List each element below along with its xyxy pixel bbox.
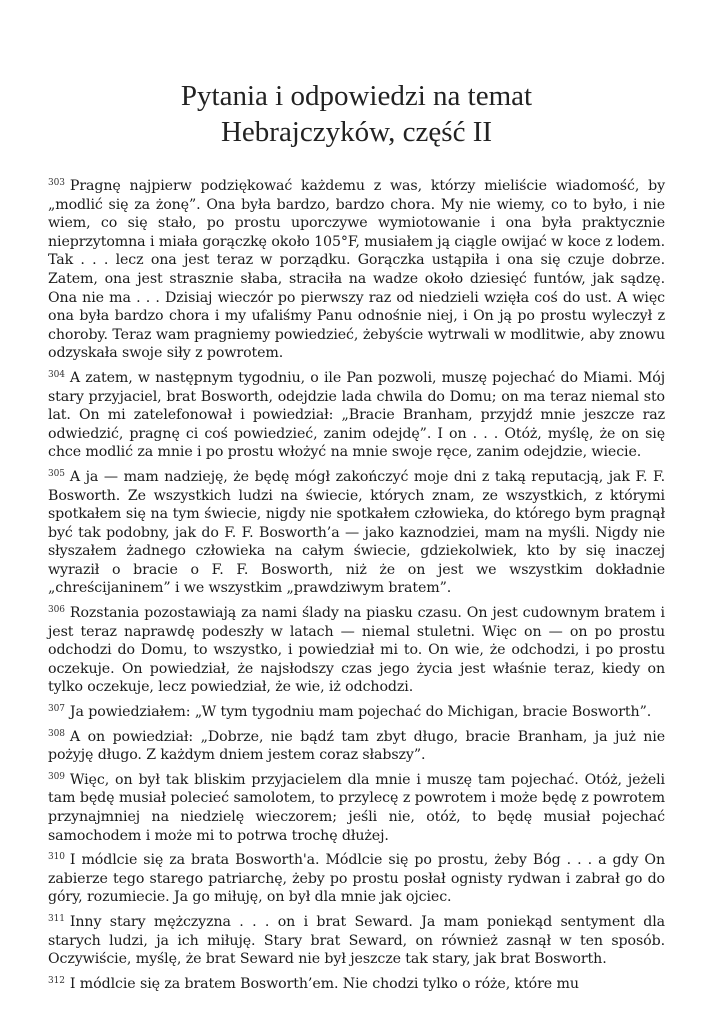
paragraph-number: 306 [48,605,65,616]
paragraph-text: Pragnę najpierw podziękować każdemu z was, którzy mieliście wiadomość, by „modlić się za żonę”. Ona była bardzo, bardzo chora. My nie wiemy, co to było, i nie wiem, co się stało, po prostu uporczywe wymiotowanie i ona była praktycznie nieprzytomna i miała gorączkę około 105°F, musiałem ją ciągle owijać w koce z lodem. Tak . . . lecz ona jest teraz w porządku. Gorączka ustąpiła i ona się czuje dobrze. Zatem, ona jest strasznie słaba, straciła na wadze około dziesięć funtów, jak sądzę. Ona nie ma . . . Dzisiaj wieczór po pierwszy raz od niedzieli wzięła coś do ust. A więc ona była bardzo chora i my ufaliśmy Panu odnośnie niej, i On ją po prostu wyleczył z choroby. Teraz wam pragniemy powiedzieć, żebyście wytrwali w modlitwie, aby znowu odzyskała swoje siły z powrotem. [48,178,665,362]
paragraph-number: 308 [48,728,65,739]
document-page [48,72,665,996]
paragraph-text: I módlcie się za brata Bosworth'a. Módlcie się po prostu, żeby Bóg . . . a gdy On zabierze tego starego patriarchę, żeby po prostu posłał ognisty rydwan i zabrał go do góry, rozumiecie. Ja go miłuję, on był dla mnie jak ojciec. [48,852,665,906]
title-line-1: Pytania i odpowiedzi na temat [180,80,533,112]
paragraph-304 [48,366,665,462]
paragraph-312 [48,972,665,994]
paragraph-306 [48,601,665,697]
paragraph-text: Więc, on był tak bliskim przyjacielem dla mnie i muszę tam pojechać. Otóż, jeżeli tam będę musiał polecieć samolotem, to przylecę z powrotem i może będę z powrotem przynajmniej na niedzielę wieczorem; jeśli nie, otóż, to będę musiał pojechać samochodem i może mi to potrwa trochę dłużej. [48,771,665,844]
paragraph-305 [48,465,665,598]
paragraph-text: A zatem, w następnym tygodniu, o ile Pan pozwoli, muszę pojechać do Miami. Mój stary przyjaciel, brat Bosworth, odejdzie lada chwila do Domu; on ma teraz niemal sto lat. On mi zatelefonował i powiedział: „Bracie Branham, przyjdź mnie jeszcze raz odwiedzić, pragnę ci coś powiedzieć, zanim odejdę”. I on . . . Otóż, myślę, że on się chce modlić za mnie i po prostu włożyć na mnie swoje ręce, zanim odejdzie, wiecie. [48,369,665,461]
paragraph-number: 312 [48,975,65,986]
paragraph-number: 305 [48,468,65,479]
paragraph-303 [48,174,665,363]
paragraph-309 [48,768,665,845]
paragraph-311 [48,910,665,969]
paragraph-number: 310 [48,852,65,863]
paragraph-text: A on powiedział: „Dobrze, nie bądź tam zbyt długo, bracie Branham, ja już nie pożyję długo. Z każdym dniem jestem coraz słabszy”. [48,728,665,764]
paragraph-text: Inny stary mężczyzna . . . on i brat Seward. Ja mam poniekąd sentyment dla starych ludzi, ja ich miłuję. Stary brat Seward, on również zasnął w ten sposób. Oczywiście, myślę, że brat Seward nie był jeszcze tak stary, jak brat Bosworth. [48,913,665,968]
paragraph-310 [48,848,665,907]
paragraph-number: 304 [48,369,65,380]
title-line-2: Hebrajczyków, część II [220,116,493,148]
paragraph-number: 311 [48,913,65,924]
paragraph-number: 309 [48,771,65,782]
paragraph-number: 307 [48,704,65,715]
paragraph-text: A ja — mam nadzieję, że będę mógł zakończyć moje dni z taką reputacją, jak F. F. Bosworth. Ze wszystkich ludzi na świecie, których znam, ze wszystkich, z którymi spotkałem się na tym świecie, nigdy nie spotkałem człowieka, do którego bym pragnął być tak podobny, jak do F. F. Bosworth’a — jako kaznodziei, mam na myśli. Nigdy nie słyszałem żadnego człowieka na całym świecie, gdziekolwiek, kto by się inaczej wyraził o bracie o F. F. Bosworth, niż że on jest we wszystkim dokładnie „chreścijaninem” i we wszystkim „prawdziwym bratem”. [48,468,665,597]
paragraph-text: I módlcie się za bratem Bosworth’em. Nie chodzi tylko o róże, które mu [69,975,579,992]
paragraph-text: Ja powiedziałem: „W tym tygodniu mam pojechać do Michigan, bracie Bosworth”. [69,704,652,721]
paragraph-308 [48,725,665,765]
paragraph-number: 303 [48,178,65,188]
paragraph-text: Rozstania pozostawiają za nami ślady na piasku czasu. On jest cudownym bratem i jest teraz naprawdę podeszły w latach — niemal stuletni. Więc on — on po prostu odchodzi do Domu, to wszystko, i powiedział mi to. On wie, że odchodzi, i po prostu oczekuje. On powiedział, że najsłodszy czas jego życia jest właśnie teraz, kiedy on tylko oczekuje, lecz powiedział, że wie, iż odchodzi. [48,605,665,696]
page-title [48,78,665,150]
paragraph-307 [48,700,665,722]
